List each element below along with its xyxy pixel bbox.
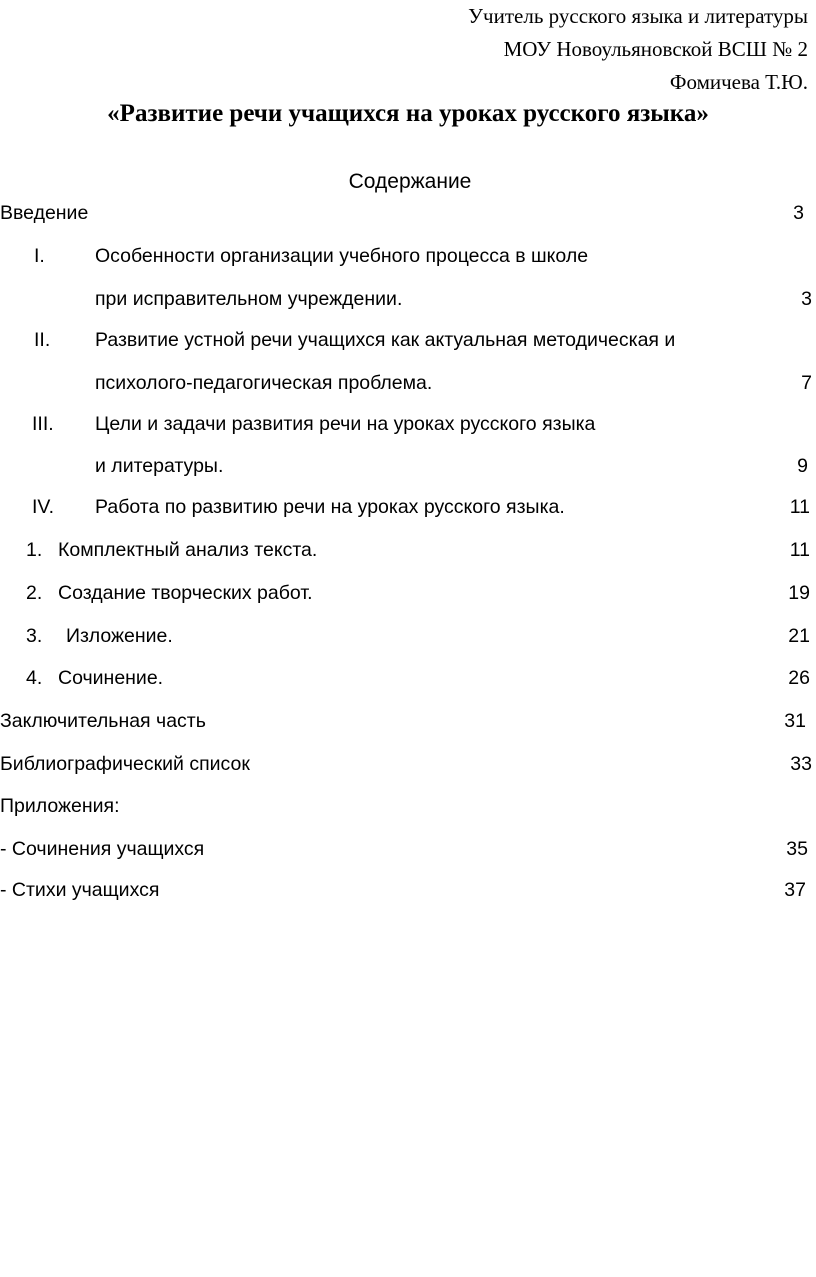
toc-section-line1: Работа по развитию речи на уроках русского языка. [95,496,565,518]
toc-subsection-label: Создание творческих работ. [58,582,313,604]
author-name: Фомичева Т.Ю. [669,70,808,94]
toc-section-page: 7 [801,372,812,394]
toc-subsection-label: Комплектный анализ текста. [58,539,318,561]
toc-section-page: 9 [797,455,808,477]
toc-subsection-num: 1. [26,539,43,561]
toc-bibliography-page: 33 [790,753,812,775]
toc-bibliography-label: Библиографический список [0,753,250,775]
toc-subsection-page: 11 [789,539,810,561]
toc-section-line2: и литературы. [95,455,224,477]
toc-section-num: I. [34,245,45,267]
toc-section-line2: психолого-педагогическая проблема. [95,372,433,394]
toc-conclusion-page: 31 [784,710,806,732]
toc-conclusion-label: Заключительная часть [0,710,206,732]
toc-section-line1: Развитие устной речи учащихся как актуальная методическая и [95,329,676,351]
author-position: Учитель русского языка и литературы [468,4,808,28]
toc-subsection-num: 2. [26,582,43,604]
author-school: МОУ Новоульяновской ВСШ № 2 [503,37,808,61]
toc-subsection-page: 26 [788,667,810,689]
toc-appendix-item-label: - Стихи учащихся [0,879,160,901]
document-title: «Развитие речи учащихся на уроках русского языка» [107,100,709,127]
toc-appendix-item-page: 37 [784,879,806,901]
toc-subsection-label: Изложение. [66,625,173,647]
toc-section-num: IV. [32,496,55,518]
toc-subsection-num: 4. [26,667,43,689]
toc-subsection-page: 21 [788,625,810,647]
toc-intro-page: 3 [793,202,804,224]
toc-subsection-page: 19 [788,582,810,604]
toc-section-page: 3 [801,288,812,310]
toc-section-line2: при исправительном учреждении. [95,288,403,310]
toc-appendix-item-label: - Сочинения учащихся [0,838,205,860]
toc-section-line1: Особенности организации учебного процесса в школе [95,245,589,267]
toc-section-num: III. [32,413,54,435]
toc-intro-label: Введение [0,202,89,224]
toc-subsection-label: Сочинение. [58,667,164,689]
toc-section-num: II. [34,329,51,351]
toc-section-line1: Цели и задачи развития речи на уроках русского языка [95,413,596,435]
toc-appendices-label: Приложения: [0,795,120,817]
toc-section-page: 11 [789,496,810,518]
contents-heading: Содержание [348,170,472,193]
toc-subsection-num: 3. [26,625,43,647]
toc-appendix-item-page: 35 [786,838,808,860]
